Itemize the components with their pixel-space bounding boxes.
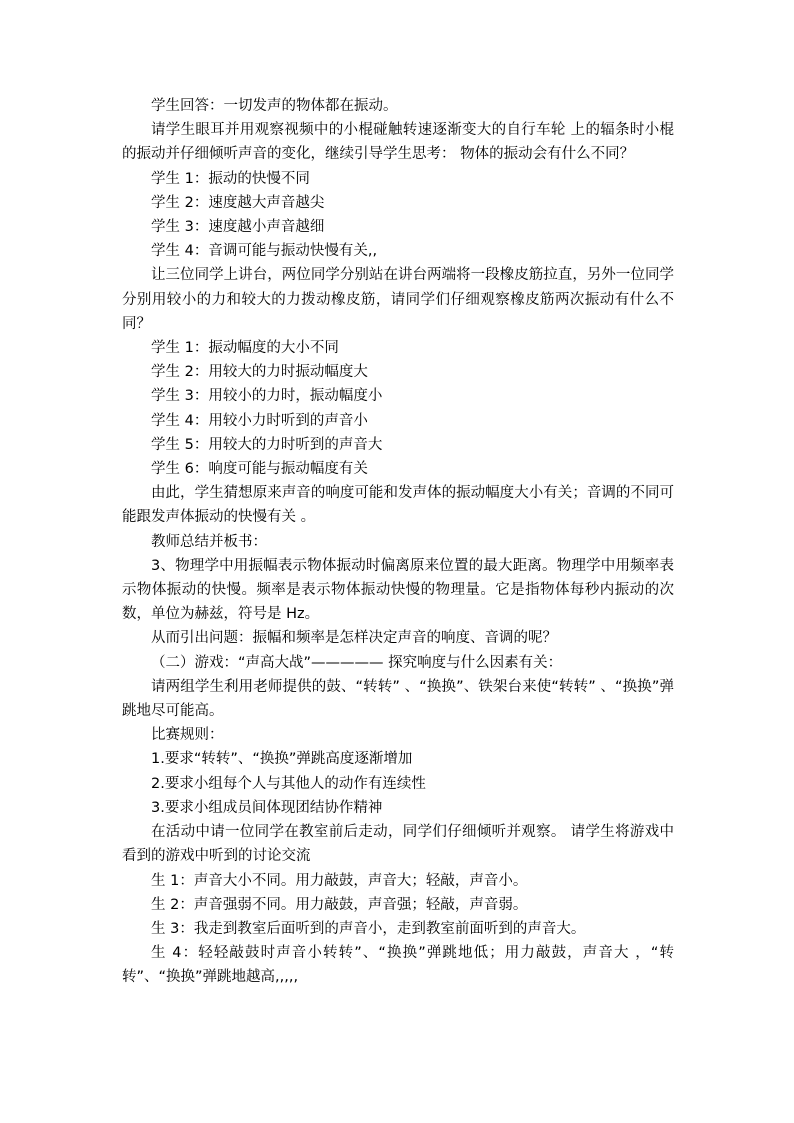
paragraph: 教师总结并板书： <box>151 533 267 550</box>
paragraph: 学生 2：速度越大声音越尖 <box>151 194 325 211</box>
paragraph: 学生 3：速度越小声音越细 <box>151 219 325 236</box>
paragraph: （二）游戏：“声高大战”————— 探究响度与什么因素有关： <box>151 654 563 671</box>
paragraph: 让三位同学上讲台，两位同学分别站在讲台两端将一段橡皮筋拉直，另外一位同学分别用较小的力和较大的力拨动橡皮筋，请同学们仔细观察橡皮筋两次振动有什么不同？ <box>122 267 674 332</box>
paragraph: 请学生眼耳并用观察视频中的小棍碰触转速逐渐变大的自行车轮 上的辐条时小棍的振动并仔细倾听声音的变化，继续引导学生思考： 物体的振动会有什么不同？ <box>122 122 674 163</box>
paragraph: 2.要求小组每个人与其他人的动作有连续性 <box>151 775 426 792</box>
paragraph: 学生 3：用较小的力时，振动幅度小 <box>151 388 383 405</box>
paragraph: 生 2：声音强弱不同。用力敲鼓，声音强；轻敲，声音弱。 <box>151 896 528 913</box>
paragraph: 1.要求“转转”、“换换”弹跳高度逐渐增加 <box>151 751 413 768</box>
paragraph: 学生 1：振动幅度的大小不同 <box>151 340 339 357</box>
paragraph: 比赛规则： <box>151 727 224 744</box>
paragraph: 请两组学生利用老师提供的鼓、“转转” 、“换换”、铁架台来使“转转” 、“换换”弹跳地尽可能高。 <box>122 678 674 720</box>
paragraph: 生 4：轻轻敲鼓时声音小转转”、“换换”弹跳地低；用力敲鼓，声音大 ，“转转”、“换换”弹跳地越高,,,,, <box>122 945 674 986</box>
paragraph: 学生回答：一切发声的物体都在振动。 <box>151 98 398 114</box>
paragraph: 学生 4：用较小力时听到的声音小 <box>151 412 368 429</box>
document-body <box>122 94 674 990</box>
paragraph: 学生 4：音调可能与振动快慢有关,, <box>151 243 378 260</box>
paragraph: 3.要求小组成员间体现团结协作精神 <box>151 799 383 816</box>
paragraph: 学生 2：用较大的力时振动幅度大 <box>151 364 368 381</box>
paragraph: 学生 1：振动的快慢不同 <box>151 170 310 187</box>
paragraph: 学生 5：用较大的力时听到的声音大 <box>151 436 383 453</box>
paragraph: 生 1：声音大小不同。用力敲鼓，声音大；轻敲，声音小。 <box>151 872 528 889</box>
paragraph: 学生 6：响度可能与振动幅度有关 <box>151 461 368 478</box>
paragraph: 3、物理学中用振幅表示物体振动时偏离原来位置的最大距离。物理学中用频率表示物体振动的快慢。频率是表示物体振动快慢的物理量。它是指物体每秒内振动的次数，单位为赫兹，符号是 Hz。 <box>122 557 674 623</box>
paragraph: 在活动中请一位同学在教室前后走动，同学们仔细倾听并观察。 请学生将游戏中看到的游戏中听到的讨论交流 <box>122 824 674 865</box>
paragraph: 生 3：我走到教室后面听到的声音小，走到教室前面听到的声音大。 <box>151 920 586 937</box>
paragraph: 从而引出问题：振幅和频率是怎样决定声音的响度、音调的呢？ <box>151 630 557 647</box>
paragraph: 由此，学生猜想原来声音的响度可能和发声体的振动幅度大小有关；音调的不同可能跟发声体振动的快慢有关 。 <box>122 485 674 526</box>
